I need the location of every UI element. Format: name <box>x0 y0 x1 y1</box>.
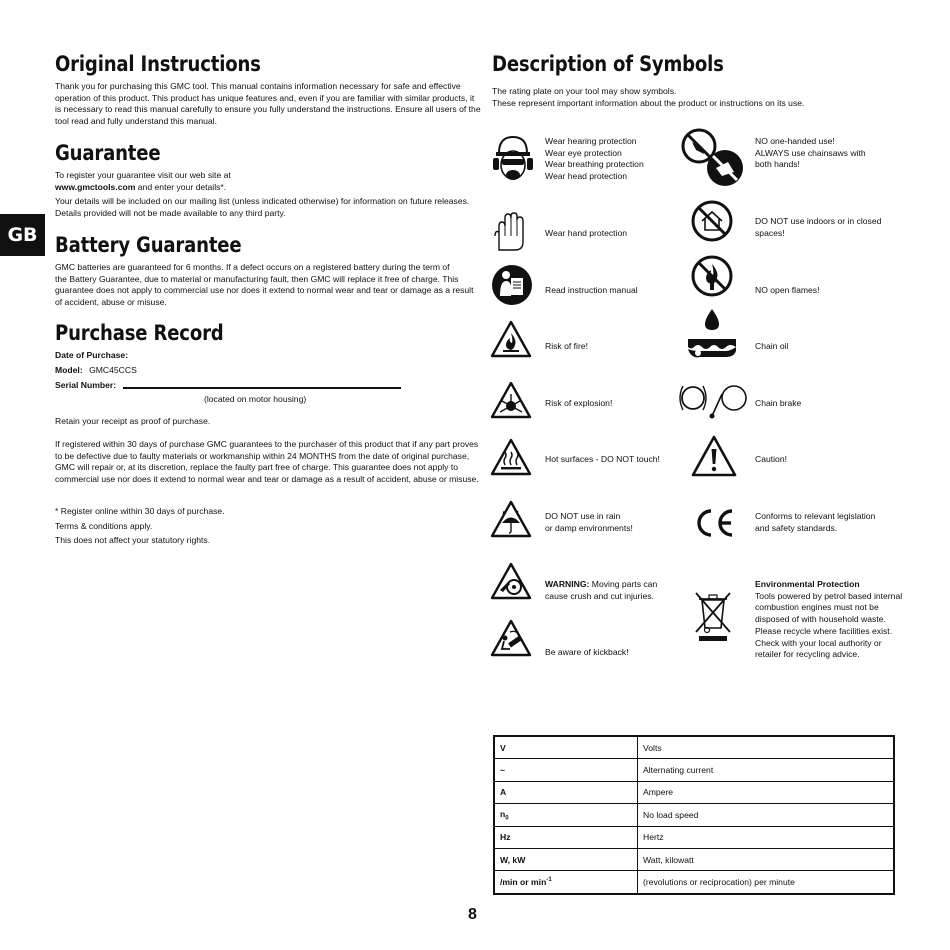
text-line: Check with your local authority or <box>755 637 882 648</box>
text-line: tool read and fully understand this manual. <box>55 116 217 127</box>
text-fragment: Moving parts can <box>589 579 658 589</box>
text-line: Risk of fire! <box>545 341 588 351</box>
battery-guarantee-text <box>55 262 473 309</box>
footnote: This does not affect your statutory rights. <box>55 535 211 546</box>
table-row <box>494 848 894 870</box>
retain-receipt-text: Retain your receipt as proof of purchase. <box>55 416 211 426</box>
unit-description: Hertz <box>638 826 895 848</box>
text-line: spaces! <box>755 227 785 238</box>
text-line: and safety standards. <box>755 522 838 533</box>
symbol-label <box>545 511 633 534</box>
text-fragment: and enter your details*. <box>135 181 227 192</box>
symbol-label <box>755 136 866 171</box>
text-line: DO NOT use in rain <box>545 511 621 521</box>
symbol-label <box>755 454 787 466</box>
text-line: Risk of explosion! <box>545 398 613 408</box>
symbol-label <box>755 341 788 353</box>
text-line: commercial use nor does it extend to normal wear and tear or damage as a result of accident, abuse or misuse. <box>55 474 479 485</box>
no-one-handed-icon <box>680 128 744 190</box>
symbol-label <box>755 511 875 534</box>
text-line: retailer for recycling advice. <box>755 649 860 660</box>
unit-symbol: W, kW <box>494 848 638 870</box>
text-line: Tools powered by petrol based internal <box>755 590 903 601</box>
moving-parts-warning-icon <box>490 562 532 600</box>
unit-symbol <box>494 871 638 894</box>
chain-oil-icon <box>686 307 738 363</box>
text-line: Thank you for purchasing this GMC tool. This manual contains information necessary for safe and effective <box>55 81 461 91</box>
text-line: disposed of with household waste. <box>755 614 886 625</box>
page-number: 8 <box>468 906 477 923</box>
symbol-label <box>755 398 801 410</box>
text-line: To register your guarantee visit our web site at <box>55 170 231 180</box>
text-line: NO one-handed use! <box>755 136 835 146</box>
text-line: of accident, abuse or misuse. <box>55 297 167 308</box>
unit-symbol: Hz <box>494 826 638 848</box>
symbol-label <box>755 285 819 297</box>
unit-description: No load speed <box>638 804 895 826</box>
text-line: is necessary to read this manual carefully to ensure you fully understand the instructions. Ensure all users of the <box>55 104 481 115</box>
symbol-label <box>545 341 588 353</box>
footnote: Terms & conditions apply. <box>55 520 153 531</box>
warning-label: WARNING: <box>545 579 590 589</box>
text-line: GMC will repair or, at its discretion, replace the faulty part free of charge. This guarantee does not apply to <box>55 462 458 473</box>
symbols-intro <box>492 86 804 109</box>
text-line: Wear head protection <box>545 171 628 182</box>
guarantee-url[interactable]: www.gmctools.com <box>55 181 136 192</box>
table-row <box>494 804 894 826</box>
units-table <box>493 735 895 895</box>
serial-number-line <box>123 387 401 389</box>
text-line: Hot surfaces - DO NOT touch! <box>545 454 660 464</box>
model-label: Model: <box>55 365 83 375</box>
hot-surface-warning-icon <box>490 438 532 476</box>
no-open-flames-icon <box>690 254 734 298</box>
kickback-warning-icon <box>490 619 532 657</box>
read-manual-icon <box>491 264 533 306</box>
language-tab: GB <box>0 214 45 256</box>
unit-description: Alternating current <box>638 759 895 781</box>
guarantee-heading: Guarantee <box>55 141 161 165</box>
symbol-label <box>545 136 644 183</box>
symbols-heading: Description of Symbols <box>492 52 724 76</box>
text-line: Wear breathing protection <box>545 159 644 170</box>
symbol-label <box>545 454 660 466</box>
ce-mark-icon <box>694 507 736 539</box>
symbol-label <box>545 228 627 240</box>
text-line: Chain oil <box>755 341 789 351</box>
text-line: Read instruction manual <box>545 285 638 295</box>
unit-symbol-main: n <box>500 808 506 819</box>
unit-symbol: ~ <box>494 759 638 781</box>
unit-symbol: V <box>494 736 638 759</box>
text-line: Details provided will not be made available to any third party. <box>55 208 286 219</box>
model-value: GMC45CCS <box>89 365 137 375</box>
table-row <box>494 826 894 848</box>
unit-symbol-superscript: -1 <box>546 877 552 884</box>
text-line: These represent important information about the product or instructions on its use. <box>492 97 805 108</box>
text-line: NO open flames! <box>755 285 820 295</box>
unit-description: Watt, kilowatt <box>638 848 895 870</box>
table-row <box>494 781 894 803</box>
text-line: DO NOT use indoors or in closed <box>755 216 882 226</box>
text-line: cause crush and cut injuries. <box>545 590 654 601</box>
no-indoor-use-icon <box>690 199 734 243</box>
text-line: or damp environments! <box>545 522 633 533</box>
footnote: * Register online within 30 days of purchase. <box>55 506 225 516</box>
table-row <box>494 736 894 759</box>
text-line: Be aware of kickback! <box>545 647 629 657</box>
environmental-protection-label: Environmental Protection <box>755 579 860 589</box>
symbol-label <box>755 216 881 239</box>
text-line: the Battery Guarantee, due to material or manufacturing fault, then GMC will replace it free of charge. This <box>55 273 459 284</box>
serial-note: (located on motor housing) <box>204 394 307 404</box>
unit-symbol-subscript: 0 <box>505 815 509 822</box>
purchase-record-heading: Purchase Record <box>55 321 224 345</box>
symbol-label <box>545 285 638 297</box>
unit-symbol <box>494 804 638 826</box>
unit-symbol: A <box>494 781 638 803</box>
text-line: Wear hand protection <box>545 228 628 238</box>
symbol-label <box>545 579 657 602</box>
battery-guarantee-heading: Battery Guarantee <box>55 233 242 257</box>
date-of-purchase-label: Date of Purchase: <box>55 350 129 360</box>
symbol-label <box>545 398 612 410</box>
symbol-label <box>545 647 629 659</box>
unit-description: (revolutions or reciprocation) per minute <box>638 871 895 894</box>
footnotes <box>55 504 225 548</box>
weee-bin-icon <box>693 590 733 642</box>
fire-warning-icon <box>490 320 532 358</box>
model-row <box>55 365 137 377</box>
text-line: Please recycle where facilities exist. <box>755 625 893 636</box>
text-line: GMC batteries are guaranteed for 6 months. If a defect occurs on a registered battery during the term of <box>55 262 450 272</box>
text-line: to be defective due to faulty materials or workmanship within 24 MONTHS from the date of original purchase, <box>55 450 470 461</box>
text-line: Wear hearing protection <box>545 136 637 146</box>
serial-number-label: Serial Number: <box>55 380 117 390</box>
chain-brake-icon <box>676 380 748 420</box>
unit-description: Ampere <box>638 781 895 803</box>
text-line: Chain brake <box>755 398 802 408</box>
warranty-text <box>55 439 479 486</box>
text-line: combustion engines must not be <box>755 602 879 613</box>
original-instructions-text <box>55 81 481 128</box>
text-line: Conforms to relevant legislation <box>755 511 876 521</box>
table-row <box>494 871 894 894</box>
ppe-head-icon <box>491 133 535 185</box>
text-line: operation of this product. This product has unique features and, even if you are familiar with similar products, it <box>55 92 475 103</box>
gloves-icon <box>493 212 531 252</box>
table-row <box>494 759 894 781</box>
original-instructions-heading: Original Instructions <box>55 52 261 76</box>
unit-description: Volts <box>638 736 895 759</box>
explosion-warning-icon <box>490 381 532 419</box>
text-line: Caution! <box>755 454 788 464</box>
text-line: guarantee does not apply to commercial use nor does it extend to normal wear and tear or damage as a result <box>55 285 474 296</box>
caution-icon <box>690 434 738 478</box>
text-line: The rating plate on your tool may show symbols. <box>492 86 677 96</box>
unit-symbol-main: /min or min <box>500 877 547 888</box>
text-line: If registered within 30 days of purchase GMC guarantees to the purchaser of this product that if any part proves <box>55 439 479 449</box>
text-line: Wear eye protection <box>545 147 622 158</box>
text-line: Your details will be included on our mailing list (unless indicated otherwise) for information on future releases. <box>55 196 470 207</box>
guarantee-text <box>55 170 469 220</box>
rain-warning-icon <box>490 500 532 538</box>
text-line: both hands! <box>755 159 800 170</box>
text-line: ALWAYS use chainsaws with <box>755 147 866 158</box>
symbol-label <box>755 579 902 661</box>
